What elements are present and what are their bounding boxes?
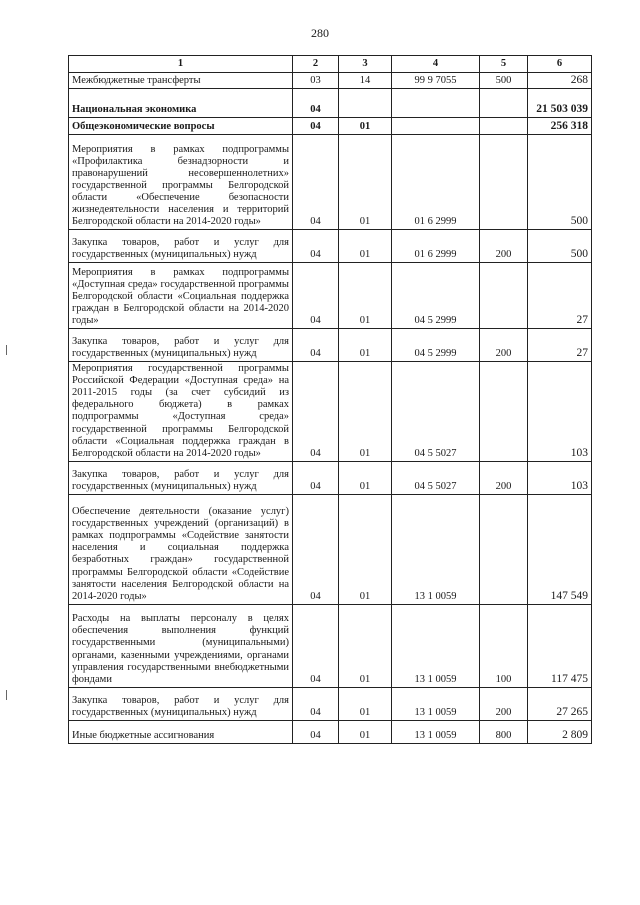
margin-mark bbox=[6, 345, 7, 355]
cell-amount: 117 475 bbox=[528, 604, 592, 687]
cell-expense-type: 200 bbox=[480, 461, 528, 494]
cell-amount: 500 bbox=[528, 135, 592, 230]
cell-name: Закупка товаров, работ и услуг для государственных (муниципальных) нужд bbox=[69, 230, 293, 263]
cell-amount: 27 bbox=[528, 263, 592, 329]
cell-expense-type bbox=[480, 362, 528, 462]
cell-name: Иные бюджетные ассигнования bbox=[69, 720, 293, 743]
cell-name: Расходы на выплаты персоналу в целях обеспечения выполнения функций государственными (муниципальными) органами, казенными учреждениями, органами управления государственными внебюджетными фондами bbox=[69, 604, 293, 687]
table-row bbox=[69, 263, 592, 329]
margin-mark bbox=[6, 690, 7, 700]
cell-subsection: 01 bbox=[339, 135, 392, 230]
cell-expense-type: 200 bbox=[480, 230, 528, 263]
cell-target-article: 01 6 2999 bbox=[392, 135, 480, 230]
cell-target-article: 04 5 5027 bbox=[392, 362, 480, 462]
cell-name: Закупка товаров, работ и услуг для государственных (муниципальных) нужд bbox=[69, 329, 293, 362]
cell-expense-type bbox=[480, 89, 528, 118]
cell-target-article: 13 1 0059 bbox=[392, 494, 480, 604]
cell-expense-type: 500 bbox=[480, 73, 528, 89]
cell-name: Мероприятия в рамках подпрограммы «Профилактика безнадзорности и правонарушений несовершеннолетних» государственной программы Белгородской области «Обеспечение безопасности жизнедеятельности населения и территорий Белгородской области на 2014-2020 годы» bbox=[69, 135, 293, 230]
header-col-4: 4 bbox=[392, 56, 480, 73]
table-body bbox=[69, 73, 592, 744]
table-row bbox=[69, 89, 592, 118]
table-row bbox=[69, 362, 592, 462]
budget-table bbox=[68, 55, 592, 744]
cell-subsection: 01 bbox=[339, 687, 392, 720]
table-row bbox=[69, 687, 592, 720]
cell-expense-type bbox=[480, 118, 528, 135]
cell-target-article: 04 5 2999 bbox=[392, 263, 480, 329]
cell-amount: 2 809 bbox=[528, 720, 592, 743]
cell-expense-type: 200 bbox=[480, 329, 528, 362]
cell-section: 04 bbox=[293, 89, 339, 118]
cell-amount: 500 bbox=[528, 230, 592, 263]
table-row bbox=[69, 494, 592, 604]
cell-subsection: 01 bbox=[339, 329, 392, 362]
cell-subsection: 01 bbox=[339, 461, 392, 494]
cell-target-article: 13 1 0059 bbox=[392, 720, 480, 743]
cell-target-article: 99 9 7055 bbox=[392, 73, 480, 89]
cell-section: 04 bbox=[293, 494, 339, 604]
cell-amount: 21 503 039 bbox=[528, 89, 592, 118]
cell-target-article: 13 1 0059 bbox=[392, 687, 480, 720]
table-row bbox=[69, 73, 592, 89]
cell-expense-type bbox=[480, 135, 528, 230]
cell-target-article bbox=[392, 118, 480, 135]
cell-expense-type bbox=[480, 494, 528, 604]
page-number: 280 bbox=[311, 26, 329, 40]
cell-section: 04 bbox=[293, 461, 339, 494]
header-col-5: 5 bbox=[480, 56, 528, 73]
cell-expense-type: 800 bbox=[480, 720, 528, 743]
table-row bbox=[69, 604, 592, 687]
table-row bbox=[69, 329, 592, 362]
cell-amount: 103 bbox=[528, 362, 592, 462]
cell-amount: 256 318 bbox=[528, 118, 592, 135]
cell-section: 04 bbox=[293, 263, 339, 329]
cell-name: Обеспечение деятельности (оказание услуг) государственных учреждений (организаций) в рамках подпрограммы «Содействие занятости населения и социальная поддержка безработных граждан» государственной программы Белгородской области «Содействие занятости населения Белгородской области на 2014-2020 годы» bbox=[69, 494, 293, 604]
table-row bbox=[69, 135, 592, 230]
cell-target-article: 04 5 2999 bbox=[392, 329, 480, 362]
cell-section: 04 bbox=[293, 118, 339, 135]
cell-subsection: 01 bbox=[339, 118, 392, 135]
table-row bbox=[69, 720, 592, 743]
cell-expense-type: 200 bbox=[480, 687, 528, 720]
cell-subsection: 01 bbox=[339, 494, 392, 604]
cell-subsection: 14 bbox=[339, 73, 392, 89]
cell-amount: 103 bbox=[528, 461, 592, 494]
cell-subsection: 01 bbox=[339, 362, 392, 462]
cell-subsection: 01 bbox=[339, 720, 392, 743]
cell-amount: 268 bbox=[528, 73, 592, 89]
cell-name: Общеэкономические вопросы bbox=[69, 118, 293, 135]
cell-name: Мероприятия в рамках подпрограммы «Доступная среда» государственной программы Белгородской области «Социальная поддержка граждан в Белгородской области на 2014-2020 годы» bbox=[69, 263, 293, 329]
header-col-3: 3 bbox=[339, 56, 392, 73]
cell-subsection bbox=[339, 89, 392, 118]
table-row bbox=[69, 230, 592, 263]
header-col-1: 1 bbox=[69, 56, 293, 73]
cell-name: Закупка товаров, работ и услуг для государственных (муниципальных) нужд bbox=[69, 461, 293, 494]
cell-name: Мероприятия государственной программы Российской Федерации «Доступная среда» на 2011-2015 годы (за счет субсидий из федерального бюджета) в рамках подпрограммы «Доступная среда» государственной программы Белгородской области «Социальная поддержка граждан в Белгородской области на 2014-2020 годы» bbox=[69, 362, 293, 462]
table-header-row bbox=[69, 56, 592, 73]
cell-target-article: 04 5 5027 bbox=[392, 461, 480, 494]
header-col-2: 2 bbox=[293, 56, 339, 73]
cell-section: 04 bbox=[293, 135, 339, 230]
cell-section: 04 bbox=[293, 604, 339, 687]
cell-amount: 147 549 bbox=[528, 494, 592, 604]
cell-amount: 27 bbox=[528, 329, 592, 362]
cell-target-article: 01 6 2999 bbox=[392, 230, 480, 263]
cell-subsection: 01 bbox=[339, 230, 392, 263]
cell-section: 03 bbox=[293, 73, 339, 89]
table-row bbox=[69, 461, 592, 494]
cell-section: 04 bbox=[293, 362, 339, 462]
cell-expense-type: 100 bbox=[480, 604, 528, 687]
cell-section: 04 bbox=[293, 230, 339, 263]
cell-target-article bbox=[392, 89, 480, 118]
cell-subsection: 01 bbox=[339, 604, 392, 687]
cell-target-article: 13 1 0059 bbox=[392, 604, 480, 687]
cell-name: Закупка товаров, работ и услуг для государственных (муниципальных) нужд bbox=[69, 687, 293, 720]
header-col-6: 6 bbox=[528, 56, 592, 73]
cell-amount: 27 265 bbox=[528, 687, 592, 720]
cell-section: 04 bbox=[293, 687, 339, 720]
table-row bbox=[69, 118, 592, 135]
cell-name: Национальная экономика bbox=[69, 89, 293, 118]
cell-subsection: 01 bbox=[339, 263, 392, 329]
cell-section: 04 bbox=[293, 329, 339, 362]
cell-name: Межбюджетные трансферты bbox=[69, 73, 293, 89]
cell-section: 04 bbox=[293, 720, 339, 743]
cell-expense-type bbox=[480, 263, 528, 329]
